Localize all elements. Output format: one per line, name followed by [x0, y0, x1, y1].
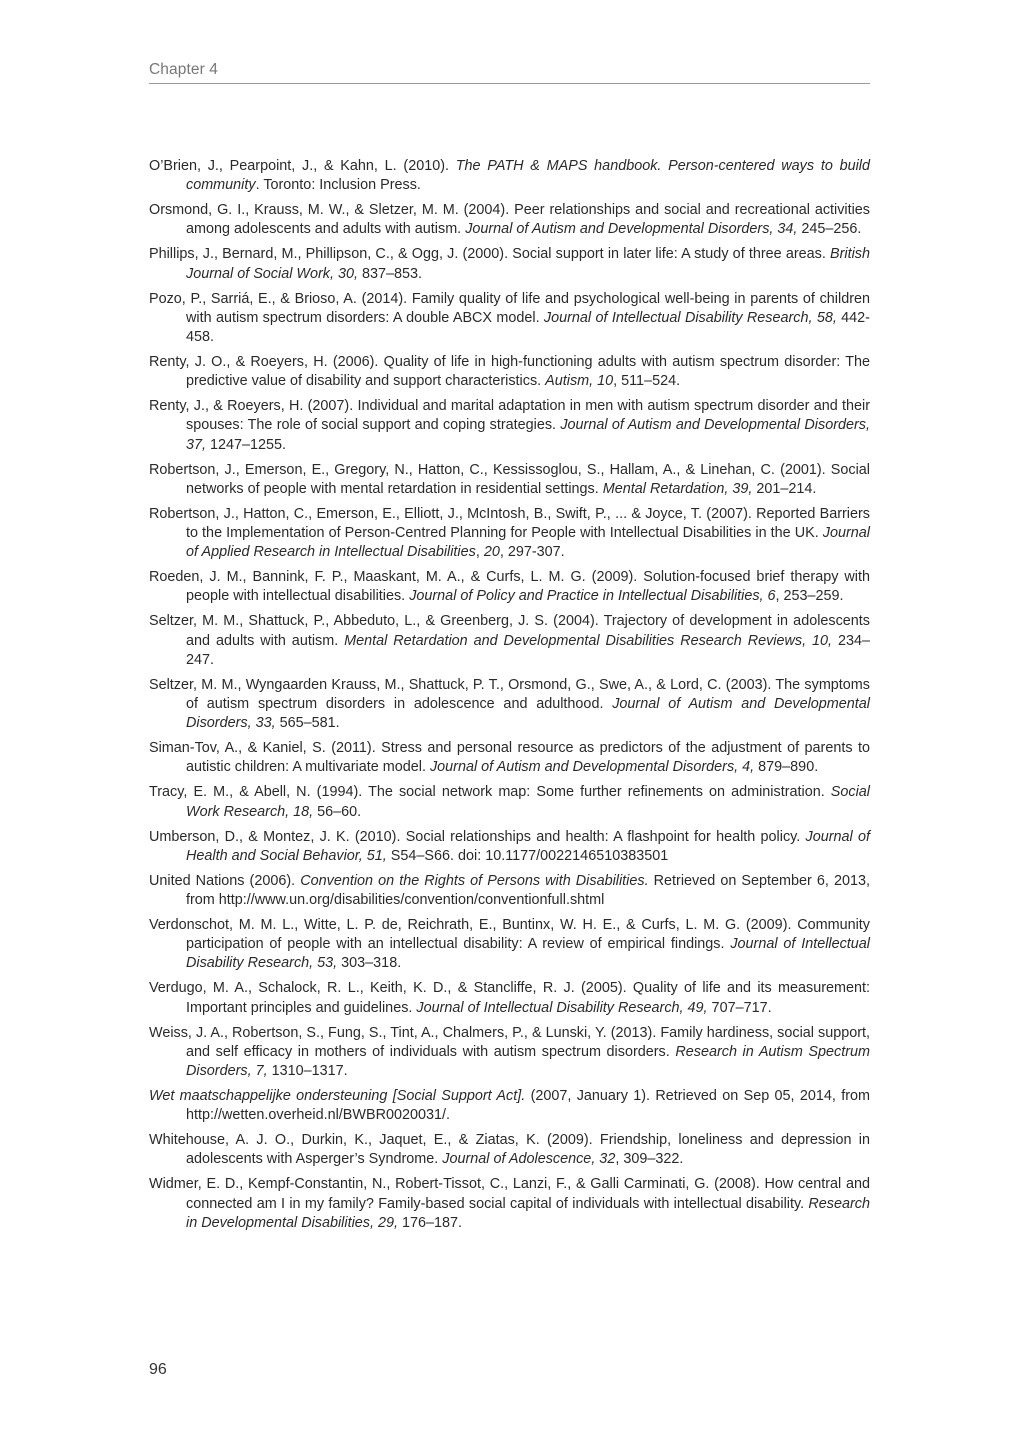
reference-text: Siman-Tov, A., & Kaniel, S. (2011). Stress and personal resource as predictors of the adjustment of parents to autistic children: A multivariate model. — [149, 740, 870, 776]
reference-entry — [149, 783, 870, 821]
reference-italic-text: The PATH & MAPS handbook. Person-centered ways to build community — [186, 158, 870, 194]
reference-italic-text: Research in Autism Spectrum Disorders, 7, — [186, 1043, 871, 1080]
reference-italic-text: 20 — [483, 544, 500, 561]
reference-entry — [149, 1131, 870, 1169]
reference-entry — [149, 397, 870, 455]
reference-text: , — [475, 544, 484, 561]
reference-entry — [149, 916, 870, 974]
reference-italic-text: Mental Retardation and Developmental Disabilities Research Reviews, 10, — [344, 632, 833, 649]
reference-text: . Toronto: Inclusion Press. — [255, 177, 421, 194]
reference-text: Renty, J., & Roeyers, H. (2007). Individual and marital adaptation in men with autism spectrum disorder and their spouses: The role of social support and coping strategies. — [149, 398, 870, 434]
reference-entry — [149, 568, 870, 606]
reference-entry — [149, 739, 870, 777]
reference-italic-text: Journal of Policy and Practice in Intellectual Disabilities, 6 — [409, 588, 776, 605]
reference-text: Pozo, P., Sarriá, E., & Brioso, A. (2014). Family quality of life and psychological well-being in parents of children with autism spectrum disorders: A double ABCX model. — [149, 290, 870, 326]
reference-text: Phillips, J., Bernard, M., Phillipson, C., & Ogg, J. (2000). Social support in later life: A study of three areas. — [149, 246, 831, 263]
reference-italic-text: Journal of Intellectual Disability Research, 49, — [416, 999, 708, 1016]
reference-entry — [149, 1087, 870, 1125]
reference-text: Renty, J. O., & Roeyers, H. (2006). Quality of life in high-functioning adults with autism spectrum disorder: The predictive value of disability and support characteristics. — [149, 354, 870, 390]
reference-text: , 309–322. — [615, 1151, 684, 1168]
running-header — [149, 60, 870, 84]
reference-entry — [149, 157, 870, 195]
reference-text: Robertson, J., Emerson, E., Gregory, N., Hatton, C., Kessissoglou, S., Hallam, A., & Linehan, C. (2001). Social networks of people with mental retardation in residential settings. — [149, 461, 870, 497]
reference-list — [149, 157, 870, 1239]
reference-text: , 253–259. — [775, 588, 844, 605]
reference-italic-text: Convention on the Rights of Persons with Disabilities. — [300, 872, 649, 889]
reference-text: Weiss, J. A., Robertson, S., Fung, S., Tint, A., Chalmers, P., & Lunski, Y. (2013). Family hardiness, social support, and self efficacy in mothers of individuals with autism spectrum disorders. — [149, 1024, 870, 1060]
reference-text: Roeden, J. M., Bannink, F. P., Maaskant, M. A., & Curfs, L. M. G. (2009). Solution-focused brief therapy with people with intellectual disabilities. — [149, 569, 870, 605]
reference-italic-text: Journal of Autism and Developmental Disorders, 33, — [186, 696, 870, 732]
reference-text: Robertson, J., Hatton, C., Emerson, E., Elliott, J., McIntosh, B., Swift, P., ... & Joyce, T. (2007). Reported Barriers to the Implementation of Person-Centred Planning for People with Intellectual Disabilities in the UK. — [149, 505, 870, 542]
reference-text: 176–187. — [397, 1214, 462, 1231]
reference-entry — [149, 612, 870, 670]
reference-italic-text: British Journal of Social Work, 30, — [186, 246, 870, 282]
reference-text: Seltzer, M. M., Wyngaarden Krauss, M., Shattuck, P. T., Orsmond, G., Swe, A., & Lord, C. (2003). The symptoms of autism spectrum disorders in adolescence and adulthood. — [149, 676, 870, 713]
reference-text: O’Brien, J., Pearpoint, J., & Kahn, L. (2010). — [149, 158, 456, 174]
reference-text: United Nations (2006). — [149, 872, 301, 889]
reference-italic-text: Journal of Health and Social Behavior, 51, — [186, 828, 870, 864]
reference-text: Tracy, E. M., & Abell, N. (1994). The social network map: Some further refinements on administration. — [149, 784, 831, 801]
reference-text: Retrieved on September 6, 2013, from http://www.un.org/disabilities/convention/conventionfull.shtml — [186, 872, 870, 909]
reference-text: 837–853. — [357, 265, 422, 282]
reference-text: , 511–524. — [613, 373, 681, 390]
reference-text: Widmer, E. D., Kempf-Constantin, N., Robert-Tissot, C., Lanzi, F., & Galli Carminati, G. (2008). How central and connected am I in my family? Family-based social capital of individuals with intellectual disability. — [149, 1176, 870, 1212]
reference-entry — [149, 201, 870, 239]
reference-italic-text: Journal of Autism and Developmental Disorders, 34, — [465, 221, 798, 238]
reference-italic-text: Research in Developmental Disabilities, 29, — [186, 1195, 870, 1231]
chapter-title: Chapter 4 — [149, 61, 218, 78]
reference-text: (2007, January 1). Retrieved on Sep 05, 2014, from http://wetten.overheid.nl/BWBR0020031/. — [186, 1088, 870, 1124]
reference-entry — [149, 290, 870, 348]
reference-entry — [149, 505, 870, 563]
reference-entry — [149, 1024, 870, 1082]
reference-text: 707–717. — [707, 999, 772, 1016]
reference-text: 1247–1255. — [206, 436, 287, 453]
reference-text: Verdugo, M. A., Schalock, R. L., Keith, K. D., & Stancliffe, R. J. (2005). Quality of life and its measurement: Important principles and guidelines. — [149, 980, 870, 1016]
reference-text: , 297-307. — [499, 544, 565, 561]
reference-text: Umberson, D., & Montez, J. K. (2010). Social relationships and health: A flashpoint for health policy. — [149, 828, 806, 845]
reference-italic-text: Journal of Autism and Developmental Disorders, 37, — [186, 417, 870, 453]
reference-text: S54–S66. doi: 10.1177/0022146510383501 — [386, 847, 669, 864]
reference-entry — [149, 245, 870, 283]
reference-text: 303–318. — [337, 955, 402, 972]
reference-italic-text: Journal of Applied Research in Intellectual Disabilities — [186, 525, 870, 561]
reference-entry — [149, 979, 870, 1017]
reference-italic-text: Journal of Intellectual Disability Research, 53, — [186, 936, 871, 972]
reference-italic-text: Journal of Intellectual Disability Research, 58, — [543, 309, 837, 326]
reference-text: Verdonschot, M. M. L., Witte, L. P. de, Reichrath, E., Buntinx, W. H. E., & Curfs, L. M. G. (2009). Community participation of people with an intellectual disability: A review of empirical findings. — [149, 917, 870, 953]
reference-text: Whitehouse, A. J. O., Durkin, K., Jaquet, E., & Ziatas, K. (2009). Friendship, loneliness and depression in adolescents with Asperger’s Syndrome. — [149, 1132, 870, 1168]
reference-text: Seltzer, M. M., Shattuck, P., Abbeduto, L., & Greenberg, J. S. (2004). Trajectory of development in adolescents and adults with autism. — [149, 613, 870, 649]
reference-text: 245–256. — [797, 221, 862, 238]
reference-italic-text: Wet maatschappelijke ondersteuning [Social Support Act]. — [149, 1088, 526, 1105]
reference-entry — [149, 461, 870, 499]
reference-text: 56–60. — [313, 803, 362, 820]
reference-italic-text: Mental Retardation, 39, — [602, 480, 753, 497]
reference-text: Orsmond, G. I., Krauss, M. W., & Sletzer, M. M. (2004). Peer relationships and social and recreational activities among adolescents and adults with autism. — [149, 202, 870, 238]
reference-text: 201–214. — [752, 480, 817, 497]
reference-italic-text: Social Work Research, 18, — [186, 784, 870, 820]
reference-text: 879–890. — [754, 759, 819, 776]
reference-text: 234–247. — [186, 632, 870, 668]
reference-entry — [149, 676, 870, 734]
reference-italic-text: Autism, 10 — [545, 373, 614, 390]
reference-entry — [149, 872, 870, 910]
reference-entry — [149, 1175, 870, 1233]
reference-text: 565–581. — [275, 715, 340, 732]
reference-entry — [149, 353, 870, 391]
reference-text: 442-458. — [186, 309, 870, 346]
reference-entry — [149, 828, 870, 866]
reference-text: 1310–1317. — [267, 1063, 348, 1080]
reference-italic-text: Journal of Autism and Developmental Disorders, 4, — [429, 759, 755, 776]
page-number: 96 — [149, 1361, 167, 1378]
reference-italic-text: Journal of Adolescence, 32 — [442, 1151, 616, 1168]
